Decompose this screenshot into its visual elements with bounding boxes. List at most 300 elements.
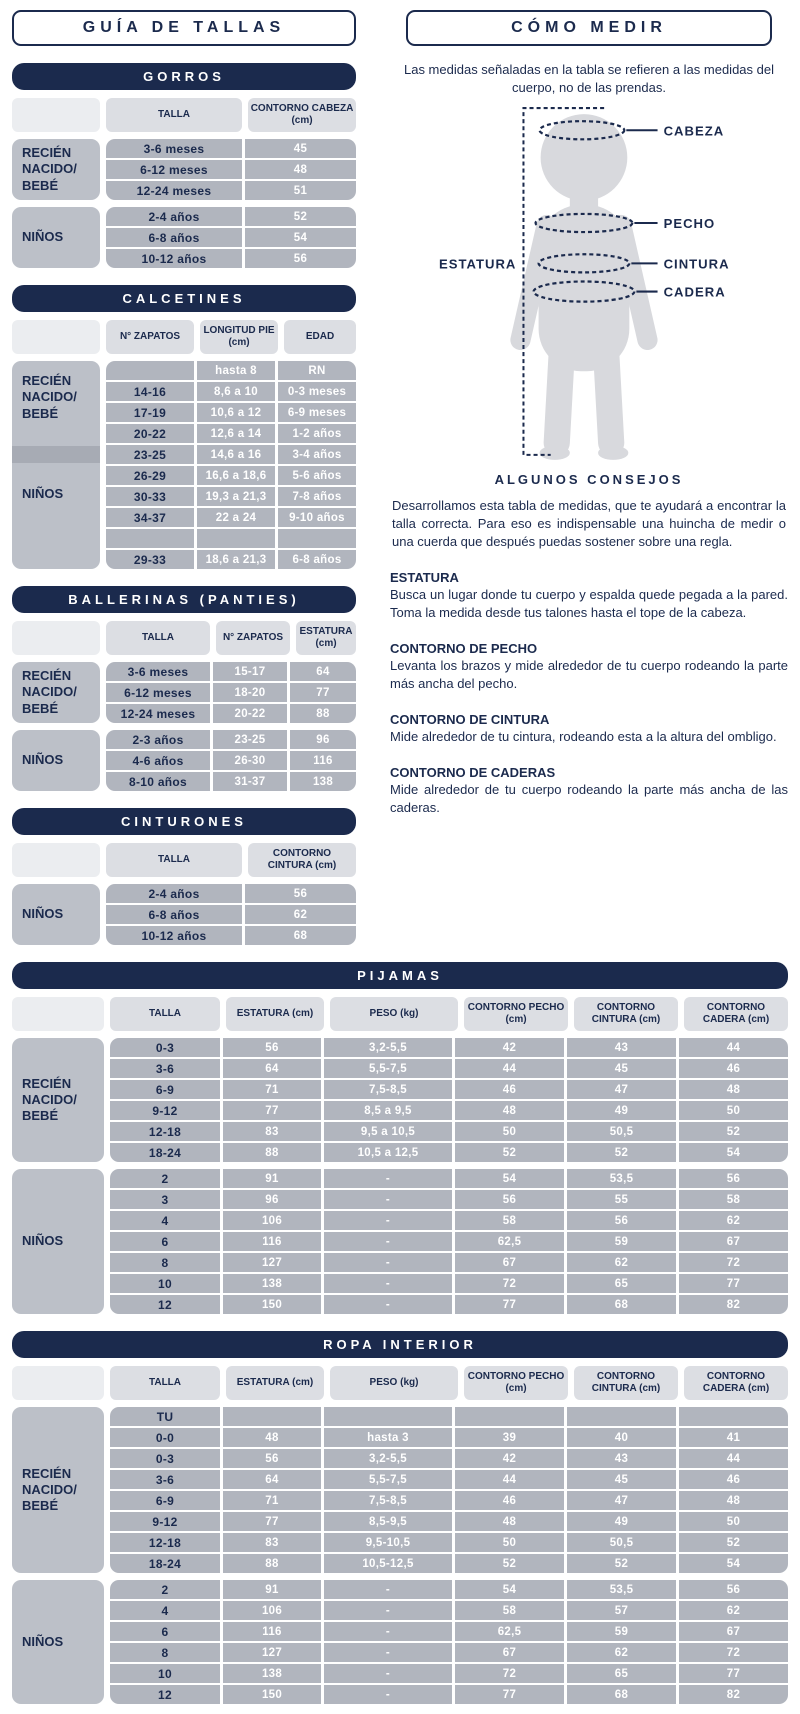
table-cell: RN xyxy=(278,361,356,380)
table-cell: 52 xyxy=(245,207,356,226)
ballerinas-col-talla: TALLA xyxy=(106,621,210,655)
tip-text: Busca un lugar donde tu cuerpo y espalda quede pegada a la pared. Toma la medida desde tus talones hasta el tope de la cabeza. xyxy=(390,586,788,620)
table-cell: - xyxy=(324,1601,452,1620)
table-cell: 9-12 xyxy=(110,1101,220,1120)
gorros-header-row xyxy=(12,98,356,132)
table-cell: 6-9 xyxy=(110,1080,220,1099)
table-cell: 6-8 años xyxy=(106,228,242,247)
table-cell: 6-9 meses xyxy=(278,403,356,422)
table-cell: 23-25 xyxy=(106,445,194,464)
row-group-label-bebe: RECIÉN NACIDO/ BEBÉ xyxy=(12,662,100,723)
table-cell: 50 xyxy=(679,1512,788,1531)
pijamas-col-contorno-pecho: CONTORNO PECHO (cm) xyxy=(464,997,568,1031)
table-cell: 56 xyxy=(245,884,356,903)
table-cell: 7-8 años xyxy=(278,487,356,506)
table-cell: 116 xyxy=(223,1622,321,1641)
body-measurement-diagram xyxy=(390,100,788,468)
table-cell: 50 xyxy=(455,1122,564,1141)
tip-text: Mide alrededor de tu cintura, rodeando esta a la altura del ombligo. xyxy=(390,728,777,744)
table-cell: 96 xyxy=(290,730,356,749)
table-cell: 43 xyxy=(567,1449,676,1468)
table-cell: 54 xyxy=(455,1580,564,1599)
pijamas-ninos-rows xyxy=(110,1169,788,1314)
ballerinas-ninos-rows xyxy=(106,730,356,791)
table-cell: 77 xyxy=(679,1274,788,1293)
table-cell: 48 xyxy=(223,1428,321,1447)
ballerinas-corner-cell xyxy=(12,621,100,655)
size-tables-column xyxy=(12,10,356,945)
table-cell: 58 xyxy=(455,1601,564,1620)
calcetines-title-bar: CALCETINES xyxy=(12,285,356,312)
table-cell: 7,5-8,5 xyxy=(324,1491,452,1510)
table-cell: 46 xyxy=(455,1491,564,1510)
table-cell: 67 xyxy=(679,1622,788,1641)
table-cell: 2-4 años xyxy=(106,884,242,903)
table-cell: 116 xyxy=(223,1232,321,1251)
tip-contorno-pecho xyxy=(390,641,788,693)
table-cell: TU xyxy=(110,1407,220,1426)
table-cell: 64 xyxy=(223,1059,321,1078)
consejos-heading: ALGUNOS CONSEJOS xyxy=(494,472,684,488)
table-cell: 106 xyxy=(223,1601,321,1620)
table-cell: 62 xyxy=(567,1253,676,1272)
child-silhouette-figure xyxy=(390,100,788,468)
calcetines-body-group xyxy=(12,361,356,569)
table-cell: - xyxy=(324,1664,452,1683)
table-cell: 5,5-7,5 xyxy=(324,1470,452,1489)
table-cell: 54 xyxy=(245,228,356,247)
table-cell: 14,6 a 16 xyxy=(197,445,275,464)
row-group-label-ninos: NIÑOS xyxy=(12,1169,104,1314)
table-cell: 12-24 meses xyxy=(106,704,210,723)
table-cell: 10 xyxy=(110,1274,220,1293)
table-cell: 8 xyxy=(110,1253,220,1272)
silhouette-foot-left xyxy=(540,446,570,460)
table-cell: 48 xyxy=(455,1512,564,1531)
table-cell: 45 xyxy=(567,1059,676,1078)
ropa-col-contorno-cintura: CONTORNO CINTURA (cm) xyxy=(574,1366,678,1400)
ropa-interior-header-row xyxy=(12,1366,788,1400)
cinturones-col-contorno-cintura: CONTORNO CINTURA (cm) xyxy=(248,843,356,877)
table-cell: 9-10 años xyxy=(278,508,356,527)
tip-heading: CONTORNO DE CINTURA xyxy=(390,711,550,727)
table-cell: 8,5-9,5 xyxy=(324,1512,452,1531)
table-cell: 41 xyxy=(679,1428,788,1447)
table-cell: 6-8 años xyxy=(278,550,356,569)
table-cell: 18-20 xyxy=(213,683,287,702)
page-title-left: GUÍA DE TALLAS xyxy=(12,10,356,46)
table-cell: 52 xyxy=(679,1122,788,1141)
calcetines-col-edad: EDAD xyxy=(284,320,356,354)
table-cell: 44 xyxy=(679,1038,788,1057)
table-cell: 62,5 xyxy=(455,1232,564,1251)
table-cell: 67 xyxy=(679,1232,788,1251)
table-cell: - xyxy=(324,1190,452,1209)
table-cell: 44 xyxy=(455,1470,564,1489)
table-cell: 3-6 xyxy=(110,1470,220,1489)
table-cell: 31-37 xyxy=(213,772,287,791)
table-cell: 16,6 a 18,6 xyxy=(197,466,275,485)
ballerinas-section xyxy=(12,586,356,791)
page-title-right: CÓMO MEDIR xyxy=(406,10,772,46)
ropa-col-talla: TALLA xyxy=(110,1366,220,1400)
table-cell: 55 xyxy=(567,1190,676,1209)
ropa-bebe-group xyxy=(12,1407,788,1573)
table-cell: 12,6 a 14 xyxy=(197,424,275,443)
table-cell: 6 xyxy=(110,1622,220,1641)
table-cell xyxy=(223,1407,321,1426)
table-cell: 56 xyxy=(223,1449,321,1468)
table-cell: 17-19 xyxy=(106,403,194,422)
table-cell: 65 xyxy=(567,1664,676,1683)
table-cell: 91 xyxy=(223,1580,321,1599)
table-cell: 23-25 xyxy=(213,730,287,749)
table-cell: 48 xyxy=(455,1101,564,1120)
table-cell: 56 xyxy=(679,1580,788,1599)
table-cell: 9,5-10,5 xyxy=(324,1533,452,1552)
table-cell: 4 xyxy=(110,1211,220,1230)
cinturones-corner-cell xyxy=(12,843,100,877)
pijamas-col-estatura: ESTATURA (cm) xyxy=(226,997,324,1031)
table-cell: 49 xyxy=(567,1512,676,1531)
table-cell xyxy=(679,1407,788,1426)
table-cell: 3,2-5,5 xyxy=(324,1449,452,1468)
table-cell: 77 xyxy=(679,1664,788,1683)
como-medir-intro: Las medidas señaladas en la tabla se refieren a las medidas del cuerpo, no de las prendas. xyxy=(403,62,774,95)
table-cell: 8,6 a 10 xyxy=(197,382,275,401)
table-cell: 77 xyxy=(290,683,356,702)
tip-contorno-caderas xyxy=(390,765,788,817)
table-cell: 116 xyxy=(290,751,356,770)
table-cell: 44 xyxy=(455,1059,564,1078)
table-cell: 56 xyxy=(455,1190,564,1209)
table-cell: 56 xyxy=(245,249,356,268)
table-cell: 56 xyxy=(567,1211,676,1230)
table-cell: 58 xyxy=(455,1211,564,1230)
pijamas-bebe-group xyxy=(12,1038,788,1162)
label-divider-band xyxy=(12,446,100,463)
table-cell: 18-24 xyxy=(110,1143,220,1162)
table-cell: 83 xyxy=(223,1122,321,1141)
table-cell: 3,2-5,5 xyxy=(324,1038,452,1057)
table-cell: 72 xyxy=(679,1253,788,1272)
table-cell: 6-12 meses xyxy=(106,160,242,179)
ropa-ninos-rows xyxy=(110,1580,788,1704)
table-cell: 54 xyxy=(455,1169,564,1188)
table-cell: 52 xyxy=(455,1554,564,1573)
table-cell: - xyxy=(324,1253,452,1272)
table-cell: 3-6 meses xyxy=(106,139,242,158)
ropa-interior-corner-cell xyxy=(12,1366,104,1400)
gorros-col-talla: TALLA xyxy=(106,98,242,132)
table-cell: 53,5 xyxy=(567,1580,676,1599)
table-cell: 62,5 xyxy=(455,1622,564,1641)
table-cell: 18-24 xyxy=(110,1554,220,1573)
table-cell: 8-10 años xyxy=(106,772,210,791)
table-cell: 138 xyxy=(290,772,356,791)
gorros-ninos-group xyxy=(12,207,356,268)
tip-heading: CONTORNO DE PECHO xyxy=(390,640,538,656)
table-cell: 57 xyxy=(567,1601,676,1620)
pijamas-corner-cell xyxy=(12,997,104,1031)
table-cell: 8,5 a 9,5 xyxy=(324,1101,452,1120)
cinturones-ninos-rows xyxy=(106,884,356,945)
table-cell: 91 xyxy=(223,1169,321,1188)
table-cell: 150 xyxy=(223,1295,321,1314)
table-cell: hasta 3 xyxy=(324,1428,452,1447)
table-cell: 72 xyxy=(679,1643,788,1662)
table-cell: 18,6 a 21,3 xyxy=(197,550,275,569)
table-cell: - xyxy=(324,1643,452,1662)
calcetines-header-row xyxy=(12,320,356,354)
tip-text: Levanta los brazos y mide alrededor de tu cuerpo rodeando la parte más ancha del pecho. xyxy=(390,657,788,691)
cinturones-title-bar: CINTURONES xyxy=(12,808,356,835)
ballerinas-col-estatura: ESTATURA (cm) xyxy=(296,621,356,655)
table-cell: 150 xyxy=(223,1685,321,1704)
tip-text: Mide alrededor de tu cuerpo rodeando la parte más ancha de las caderas. xyxy=(390,781,788,815)
gorros-ninos-rows xyxy=(106,207,356,268)
table-cell: 42 xyxy=(455,1038,564,1057)
table-cell: 10,5 a 12,5 xyxy=(324,1143,452,1162)
cinturones-ninos-group xyxy=(12,884,356,945)
table-cell: 88 xyxy=(223,1554,321,1573)
row-group-label-bebe: RECIÉN NACIDO/ BEBÉ xyxy=(12,139,100,200)
table-cell: 77 xyxy=(455,1685,564,1704)
row-group-label-ninos: NIÑOS xyxy=(22,485,64,501)
table-cell: 127 xyxy=(223,1643,321,1662)
table-cell: 138 xyxy=(223,1274,321,1293)
table-cell: 71 xyxy=(223,1491,321,1510)
row-group-label-bebe: RECIÉN NACIDO/ BEBÉ xyxy=(12,1407,104,1573)
table-cell: 58 xyxy=(679,1190,788,1209)
table-cell: 67 xyxy=(455,1253,564,1272)
tip-estatura xyxy=(390,570,788,622)
ropa-ninos-group xyxy=(12,1580,788,1704)
table-cell: 46 xyxy=(679,1470,788,1489)
table-cell: 39 xyxy=(455,1428,564,1447)
ballerinas-header-row xyxy=(12,621,356,655)
pijamas-header-row xyxy=(12,997,788,1031)
table-cell: 52 xyxy=(567,1554,676,1573)
table-cell: 54 xyxy=(679,1143,788,1162)
table-cell: - xyxy=(324,1211,452,1230)
row-group-label-ninos: NIÑOS xyxy=(12,1580,104,1704)
table-cell: 52 xyxy=(455,1143,564,1162)
pijamas-col-peso: PESO (kg) xyxy=(330,997,458,1031)
gorros-bebe-rows xyxy=(106,139,356,200)
table-cell: 1-2 años xyxy=(278,424,356,443)
pijamas-section xyxy=(12,962,788,1314)
calcetines-col-zapatos: N° ZAPATOS xyxy=(106,320,194,354)
pijamas-col-contorno-cintura: CONTORNO CINTURA (cm) xyxy=(574,997,678,1031)
table-cell: - xyxy=(324,1622,452,1641)
cinturones-section xyxy=(12,808,356,945)
table-cell: 82 xyxy=(679,1685,788,1704)
ballerinas-bebe-rows xyxy=(106,662,356,723)
tip-contorno-cintura xyxy=(390,712,788,746)
table-cell: 83 xyxy=(223,1533,321,1552)
table-cell: - xyxy=(324,1274,452,1293)
table-cell: 77 xyxy=(455,1295,564,1314)
table-cell: 5,5-7,5 xyxy=(324,1059,452,1078)
table-cell: 9-12 xyxy=(110,1512,220,1531)
table-cell: - xyxy=(324,1232,452,1251)
table-cell: 22 a 24 xyxy=(197,508,275,527)
gorros-col-contorno-cabeza: CONTORNO CABEZA (cm) xyxy=(248,98,356,132)
table-cell: - xyxy=(324,1295,452,1314)
table-cell: 47 xyxy=(567,1080,676,1099)
table-cell: 3-6 meses xyxy=(106,662,210,681)
consejos-paragraph: Desarrollamos esta tabla de medidas, que te ayudará a encontrar la talla correcta. Para eso es indispensable una huincha de medir o una cuerda que después puedas sostener sobre una regla. xyxy=(392,498,786,549)
row-group-label-ninos: NIÑOS xyxy=(12,884,100,945)
table-cell: 45 xyxy=(245,139,356,158)
table-cell: 34-37 xyxy=(106,508,194,527)
table-cell: 12 xyxy=(110,1295,220,1314)
cadera-label: CADERA xyxy=(663,284,726,300)
table-cell: 40 xyxy=(567,1428,676,1447)
silhouette-leg-right xyxy=(606,352,611,443)
como-medir-column xyxy=(390,10,788,816)
table-cell: 29-33 xyxy=(106,550,194,569)
pijamas-ninos-group xyxy=(12,1169,788,1314)
table-cell: 6 xyxy=(110,1232,220,1251)
table-cell: 88 xyxy=(290,704,356,723)
ballerinas-bebe-group xyxy=(12,662,356,723)
table-cell: 46 xyxy=(679,1059,788,1078)
table-cell: 52 xyxy=(567,1143,676,1162)
table-cell: 51 xyxy=(245,181,356,200)
table-cell: 49 xyxy=(567,1101,676,1120)
table-cell: 53,5 xyxy=(567,1169,676,1188)
table-cell: 15-17 xyxy=(213,662,287,681)
row-group-label-ninos: NIÑOS xyxy=(12,730,100,791)
table-cell: 7,5-8,5 xyxy=(324,1080,452,1099)
table-cell: hasta 8 xyxy=(197,361,275,380)
table-cell: 68 xyxy=(567,1295,676,1314)
estatura-label: ESTATURA xyxy=(438,256,517,272)
gorros-corner-cell xyxy=(12,98,100,132)
table-cell: 62 xyxy=(679,1211,788,1230)
table-cell: 68 xyxy=(567,1685,676,1704)
table-cell: 12-24 meses xyxy=(106,181,242,200)
table-cell: 67 xyxy=(455,1643,564,1662)
pecho-label: PECHO xyxy=(663,216,716,232)
table-cell xyxy=(106,361,194,380)
table-cell: 10-12 años xyxy=(106,249,242,268)
tip-heading: ESTATURA xyxy=(390,569,459,585)
table-cell: 0-0 xyxy=(110,1428,220,1447)
table-cell: 106 xyxy=(223,1211,321,1230)
table-cell: 10,6 a 12 xyxy=(197,403,275,422)
silhouette-leg-left xyxy=(557,352,562,443)
table-cell: 30-33 xyxy=(106,487,194,506)
gorros-bebe-group xyxy=(12,139,356,200)
table-cell: 2 xyxy=(110,1580,220,1599)
table-cell: - xyxy=(324,1580,452,1599)
table-cell: 14-16 xyxy=(106,382,194,401)
table-cell: 54 xyxy=(679,1554,788,1573)
ropa-col-contorno-pecho: CONTORNO PECHO (cm) xyxy=(464,1366,568,1400)
ropa-interior-section xyxy=(12,1331,788,1704)
table-cell: 77 xyxy=(223,1101,321,1120)
table-cell: 42 xyxy=(455,1449,564,1468)
calcetines-row-group-label xyxy=(12,361,100,569)
table-cell: 10 xyxy=(110,1664,220,1683)
table-cell xyxy=(455,1407,564,1426)
table-cell: 46 xyxy=(455,1080,564,1099)
table-cell: 47 xyxy=(567,1491,676,1510)
table-cell: 64 xyxy=(290,662,356,681)
table-cell: 62 xyxy=(679,1601,788,1620)
table-cell: 71 xyxy=(223,1080,321,1099)
table-cell: 59 xyxy=(567,1622,676,1641)
table-cell: 20-22 xyxy=(213,704,287,723)
table-cell: - xyxy=(324,1685,452,1704)
cinturones-col-talla: TALLA xyxy=(106,843,242,877)
table-cell: 59 xyxy=(567,1232,676,1251)
table-cell: 77 xyxy=(223,1512,321,1531)
table-cell xyxy=(278,529,356,548)
table-cell: 43 xyxy=(567,1038,676,1057)
table-cell: 12-18 xyxy=(110,1122,220,1141)
table-cell: 0-3 xyxy=(110,1449,220,1468)
tip-heading: CONTORNO DE CADERAS xyxy=(390,764,556,780)
pijamas-col-talla: TALLA xyxy=(110,997,220,1031)
table-cell: 96 xyxy=(223,1190,321,1209)
table-cell xyxy=(106,529,194,548)
table-cell: 12-18 xyxy=(110,1533,220,1552)
table-cell: 56 xyxy=(223,1038,321,1057)
table-cell xyxy=(324,1407,452,1426)
ballerinas-col-zapatos: N° ZAPATOS xyxy=(216,621,290,655)
ropa-col-estatura: ESTATURA (cm) xyxy=(226,1366,324,1400)
table-cell: 88 xyxy=(223,1143,321,1162)
pijamas-bebe-rows xyxy=(110,1038,788,1162)
ballerinas-ninos-group xyxy=(12,730,356,791)
table-cell: 50,5 xyxy=(567,1533,676,1552)
ropa-interior-title-bar: ROPA INTERIOR xyxy=(12,1331,788,1358)
calcetines-corner-cell xyxy=(12,320,100,354)
table-cell: 50 xyxy=(679,1101,788,1120)
gorros-section xyxy=(12,63,356,268)
table-cell: 4-6 años xyxy=(106,751,210,770)
table-cell: 48 xyxy=(679,1491,788,1510)
table-cell: 26-29 xyxy=(106,466,194,485)
table-cell: - xyxy=(324,1169,452,1188)
table-cell: 20-22 xyxy=(106,424,194,443)
table-cell xyxy=(197,529,275,548)
table-cell: 65 xyxy=(567,1274,676,1293)
calcetines-col-longitud-pie: LONGITUD PIE (cm) xyxy=(200,320,278,354)
calcetines-rows xyxy=(106,361,356,569)
row-group-label-bebe: RECIÉN NACIDO/ BEBÉ xyxy=(22,373,77,421)
table-cell: 72 xyxy=(455,1274,564,1293)
table-cell: 10,5-12,5 xyxy=(324,1554,452,1573)
table-cell: 26-30 xyxy=(213,751,287,770)
table-cell: 45 xyxy=(567,1470,676,1489)
table-cell: 50,5 xyxy=(567,1122,676,1141)
row-group-label-bebe: RECIÉN NACIDO/ BEBÉ xyxy=(12,1038,104,1162)
table-cell: 138 xyxy=(223,1664,321,1683)
table-cell: 68 xyxy=(245,926,356,945)
table-cell: 3-4 años xyxy=(278,445,356,464)
ballerinas-title-bar: BALLERINAS (PANTIES) xyxy=(12,586,356,613)
table-cell: 72 xyxy=(455,1664,564,1683)
table-cell: 6-9 xyxy=(110,1491,220,1510)
table-cell: 0-3 meses xyxy=(278,382,356,401)
gorros-title-bar: GORROS xyxy=(12,63,356,90)
table-cell: 48 xyxy=(245,160,356,179)
